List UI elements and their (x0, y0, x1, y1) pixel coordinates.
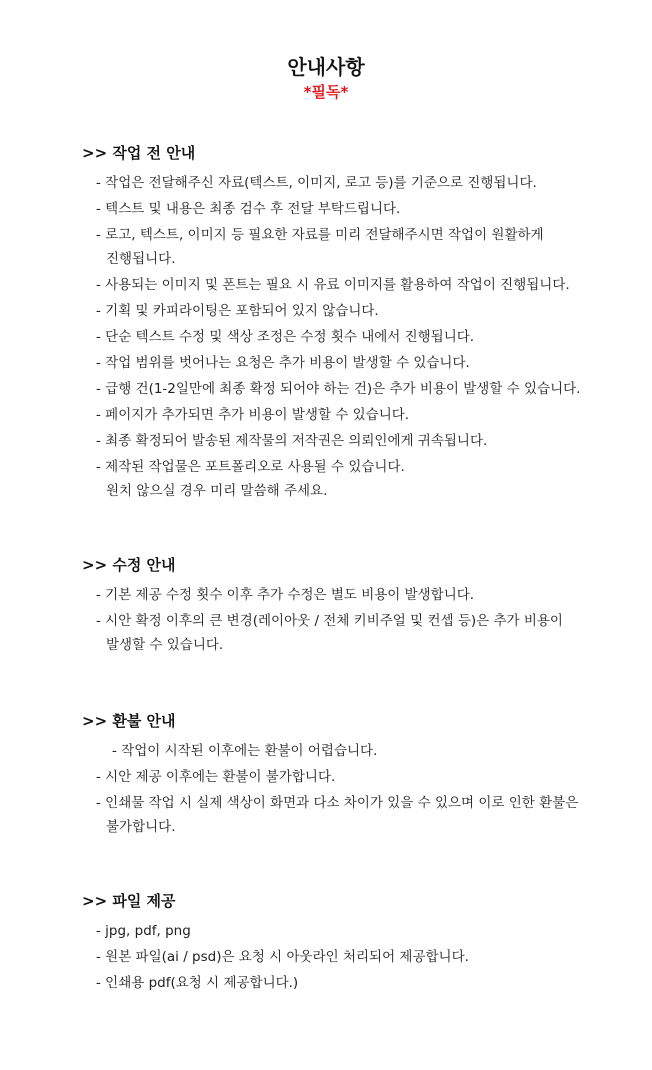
list-item-text: - 최종 확정되어 발송된 제작물의 저작권은 의뢰인에게 귀속됩니다. (96, 433, 488, 449)
list-item (96, 377, 622, 401)
list-item-text: - 작업 범위를 벗어나는 요청은 추가 비용이 발생할 수 있습니다. (96, 355, 470, 371)
section-title: >> 수정 안내 (82, 556, 176, 574)
list-item (96, 609, 622, 657)
item-list (82, 171, 622, 503)
list-item-text: - 인쇄용 pdf(요청 시 제공합니다.) (96, 975, 299, 991)
list-item-text: - 시안 제공 이후에는 환불이 불가합니다. (96, 769, 336, 785)
section-refund (82, 711, 622, 841)
item-list (82, 583, 622, 657)
list-item-text: - 작업이 시작된 이후에는 환불이 어렵습니다. (112, 743, 378, 759)
section-title: >> 환불 안내 (82, 712, 176, 730)
list-item-text: - 인쇄물 작업 시 실제 색상이 화면과 다소 차이가 있을 수 있으며 이로 인한 환불은 (96, 795, 579, 811)
list-item (96, 455, 622, 503)
list-item-text: - 제작된 작업물은 포트폴리오로 사용될 수 있습니다. (96, 459, 405, 475)
section-before-work (82, 143, 622, 505)
page-title: 안내사항 (287, 55, 365, 79)
list-item-text: - 기획 및 카피라이팅은 포함되어 있지 않습니다. (96, 303, 379, 319)
list-item-text: - 사용되는 이미지 및 폰트는 필요 시 유료 이미지를 활용하여 작업이 진행됩니다. (96, 277, 570, 293)
list-item-continuation: 발생할 수 있습니다. (106, 637, 224, 653)
list-item-text: - 기본 제공 수정 횟수 이후 추가 수정은 별도 비용이 발생합니다. (96, 587, 475, 603)
list-item-text: - 페이지가 추가되면 추가 비용이 발생할 수 있습니다. (96, 407, 410, 423)
list-item (96, 971, 622, 995)
list-item-continuation: 불가합니다. (106, 819, 176, 835)
list-item (96, 429, 622, 453)
list-item-text: - 급행 건(1-2일만에 최종 확정 되어야 하는 건)은 추가 비용이 발생할 수 있습니다. (96, 381, 581, 397)
list-item (96, 919, 622, 943)
list-item-text: - 단순 텍스트 수정 및 색상 조정은 수정 횟수 내에서 진행됩니다. (96, 329, 475, 345)
list-item (96, 197, 622, 221)
list-item-text: - 시안 확정 이후의 큰 변경(레이아웃 / 전체 키비주얼 및 컨셉 등)은 추가 비용이 (96, 613, 563, 629)
item-list (82, 739, 622, 839)
list-item (96, 791, 622, 839)
list-item (96, 273, 622, 297)
list-item (96, 299, 622, 323)
list-item (96, 325, 622, 349)
list-item-continuation: 원치 않으실 경우 미리 말씀해 주세요. (106, 483, 328, 499)
list-item-continuation: 진행됩니다. (106, 251, 176, 267)
list-item-text: - 로고, 텍스트, 이미지 등 필요한 자료를 미리 전달해주시면 작업이 원활하게 (96, 227, 544, 243)
item-list (82, 919, 622, 995)
list-item (96, 223, 622, 271)
section-revision (82, 555, 622, 659)
list-item (96, 403, 622, 427)
list-item (96, 945, 622, 969)
list-item (96, 171, 622, 195)
list-item (96, 583, 622, 607)
list-item-text: - 원본 파일(ai / psd)은 요청 시 아웃라인 처리되어 제공합니다. (96, 949, 469, 965)
section-title: >> 파일 제공 (82, 892, 176, 910)
list-item (96, 351, 622, 375)
list-item-text: - 작업은 전달해주신 자료(텍스트, 이미지, 로고 등)를 기준으로 진행됩니다. (96, 175, 537, 191)
page-header (0, 54, 652, 102)
list-item-text: - jpg, pdf, png (96, 923, 191, 939)
list-item (96, 739, 622, 763)
section-file-delivery (82, 891, 622, 997)
list-item-text: - 텍스트 및 내용은 최종 검수 후 전달 부탁드립니다. (96, 201, 401, 217)
list-item (96, 765, 622, 789)
section-title: >> 작업 전 안내 (82, 144, 196, 162)
page-subtitle-must-read: *필독* (303, 83, 349, 101)
